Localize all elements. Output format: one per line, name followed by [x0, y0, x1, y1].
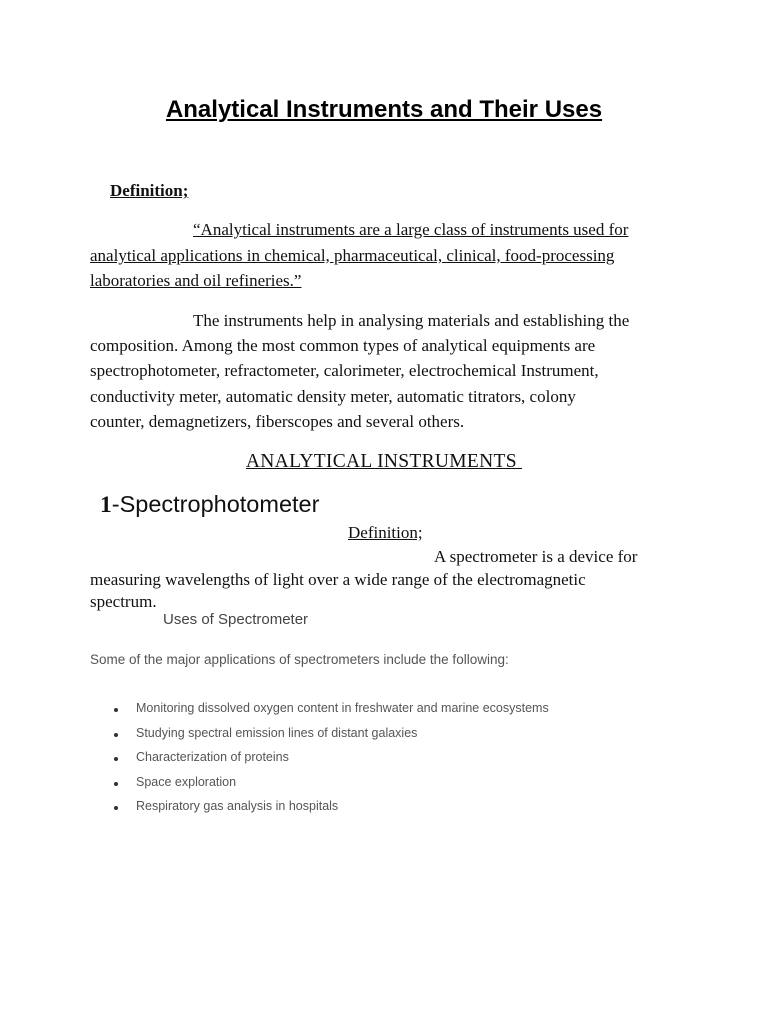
definition-line-2: analytical applications in chemical, pharmaceutical, clinical, food-processing: [90, 246, 615, 265]
bullet-icon: [114, 757, 118, 761]
bullet-icon: [114, 782, 118, 786]
section-heading: ANALYTICAL INSTRUMENTS: [245, 451, 523, 472]
definition-line-3: laboratories and oil refineries.”: [90, 271, 302, 290]
paragraph-line-3: spectrophotometer, refractometer, calorimeter, electrochemical Instrument,: [90, 361, 599, 380]
list-item-text: Monitoring dissolved oxygen content in freshwater and marine ecosystems: [136, 701, 549, 715]
list-item-text: Studying spectral emission lines of distant galaxies: [136, 726, 418, 740]
list-item-text: Characterization of proteins: [136, 750, 289, 764]
paragraph-line-1: The instruments help in analysing materials and establishing the: [193, 311, 630, 330]
list-item-text: Respiratory gas analysis in hospitals: [136, 799, 339, 813]
uses-intro: Some of the major applications of spectrometers include the following:: [90, 652, 509, 667]
spectrophotometer-definition-line-1: A spectrometer is a device for: [434, 547, 638, 566]
bullet-icon: [114, 806, 118, 810]
paragraph-line-2: composition. Among the most common types of analytical equipments are: [90, 336, 596, 355]
definition-heading: Definition;: [110, 181, 189, 200]
document-title: Analytical Instruments and Their Uses: [165, 96, 603, 123]
spectrophotometer-definition-heading: Definition;: [348, 523, 423, 542]
spectrophotometer-heading: [100, 491, 319, 519]
bullet-icon: [114, 733, 118, 737]
spectrophotometer-definition-line-2: measuring wavelengths of light over a wide range of the electromagnetic: [90, 570, 586, 589]
list-item-text: Space exploration: [136, 775, 237, 789]
definition-line-1: “Analytical instruments are a large class of instruments used for: [193, 220, 629, 239]
uses-heading: Uses of Spectrometer: [163, 611, 309, 628]
section-number: 1: [100, 492, 112, 518]
spectrophotometer-definition-line-3: spectrum.: [90, 592, 157, 611]
section-title: -Spectrophotometer: [111, 491, 320, 517]
bullet-icon: [114, 708, 118, 712]
paragraph-line-5: counter, demagnetizers, fiberscopes and several others.: [90, 412, 465, 431]
paragraph-line-4: conductivity meter, automatic density meter, automatic titrators, colony: [90, 387, 576, 406]
